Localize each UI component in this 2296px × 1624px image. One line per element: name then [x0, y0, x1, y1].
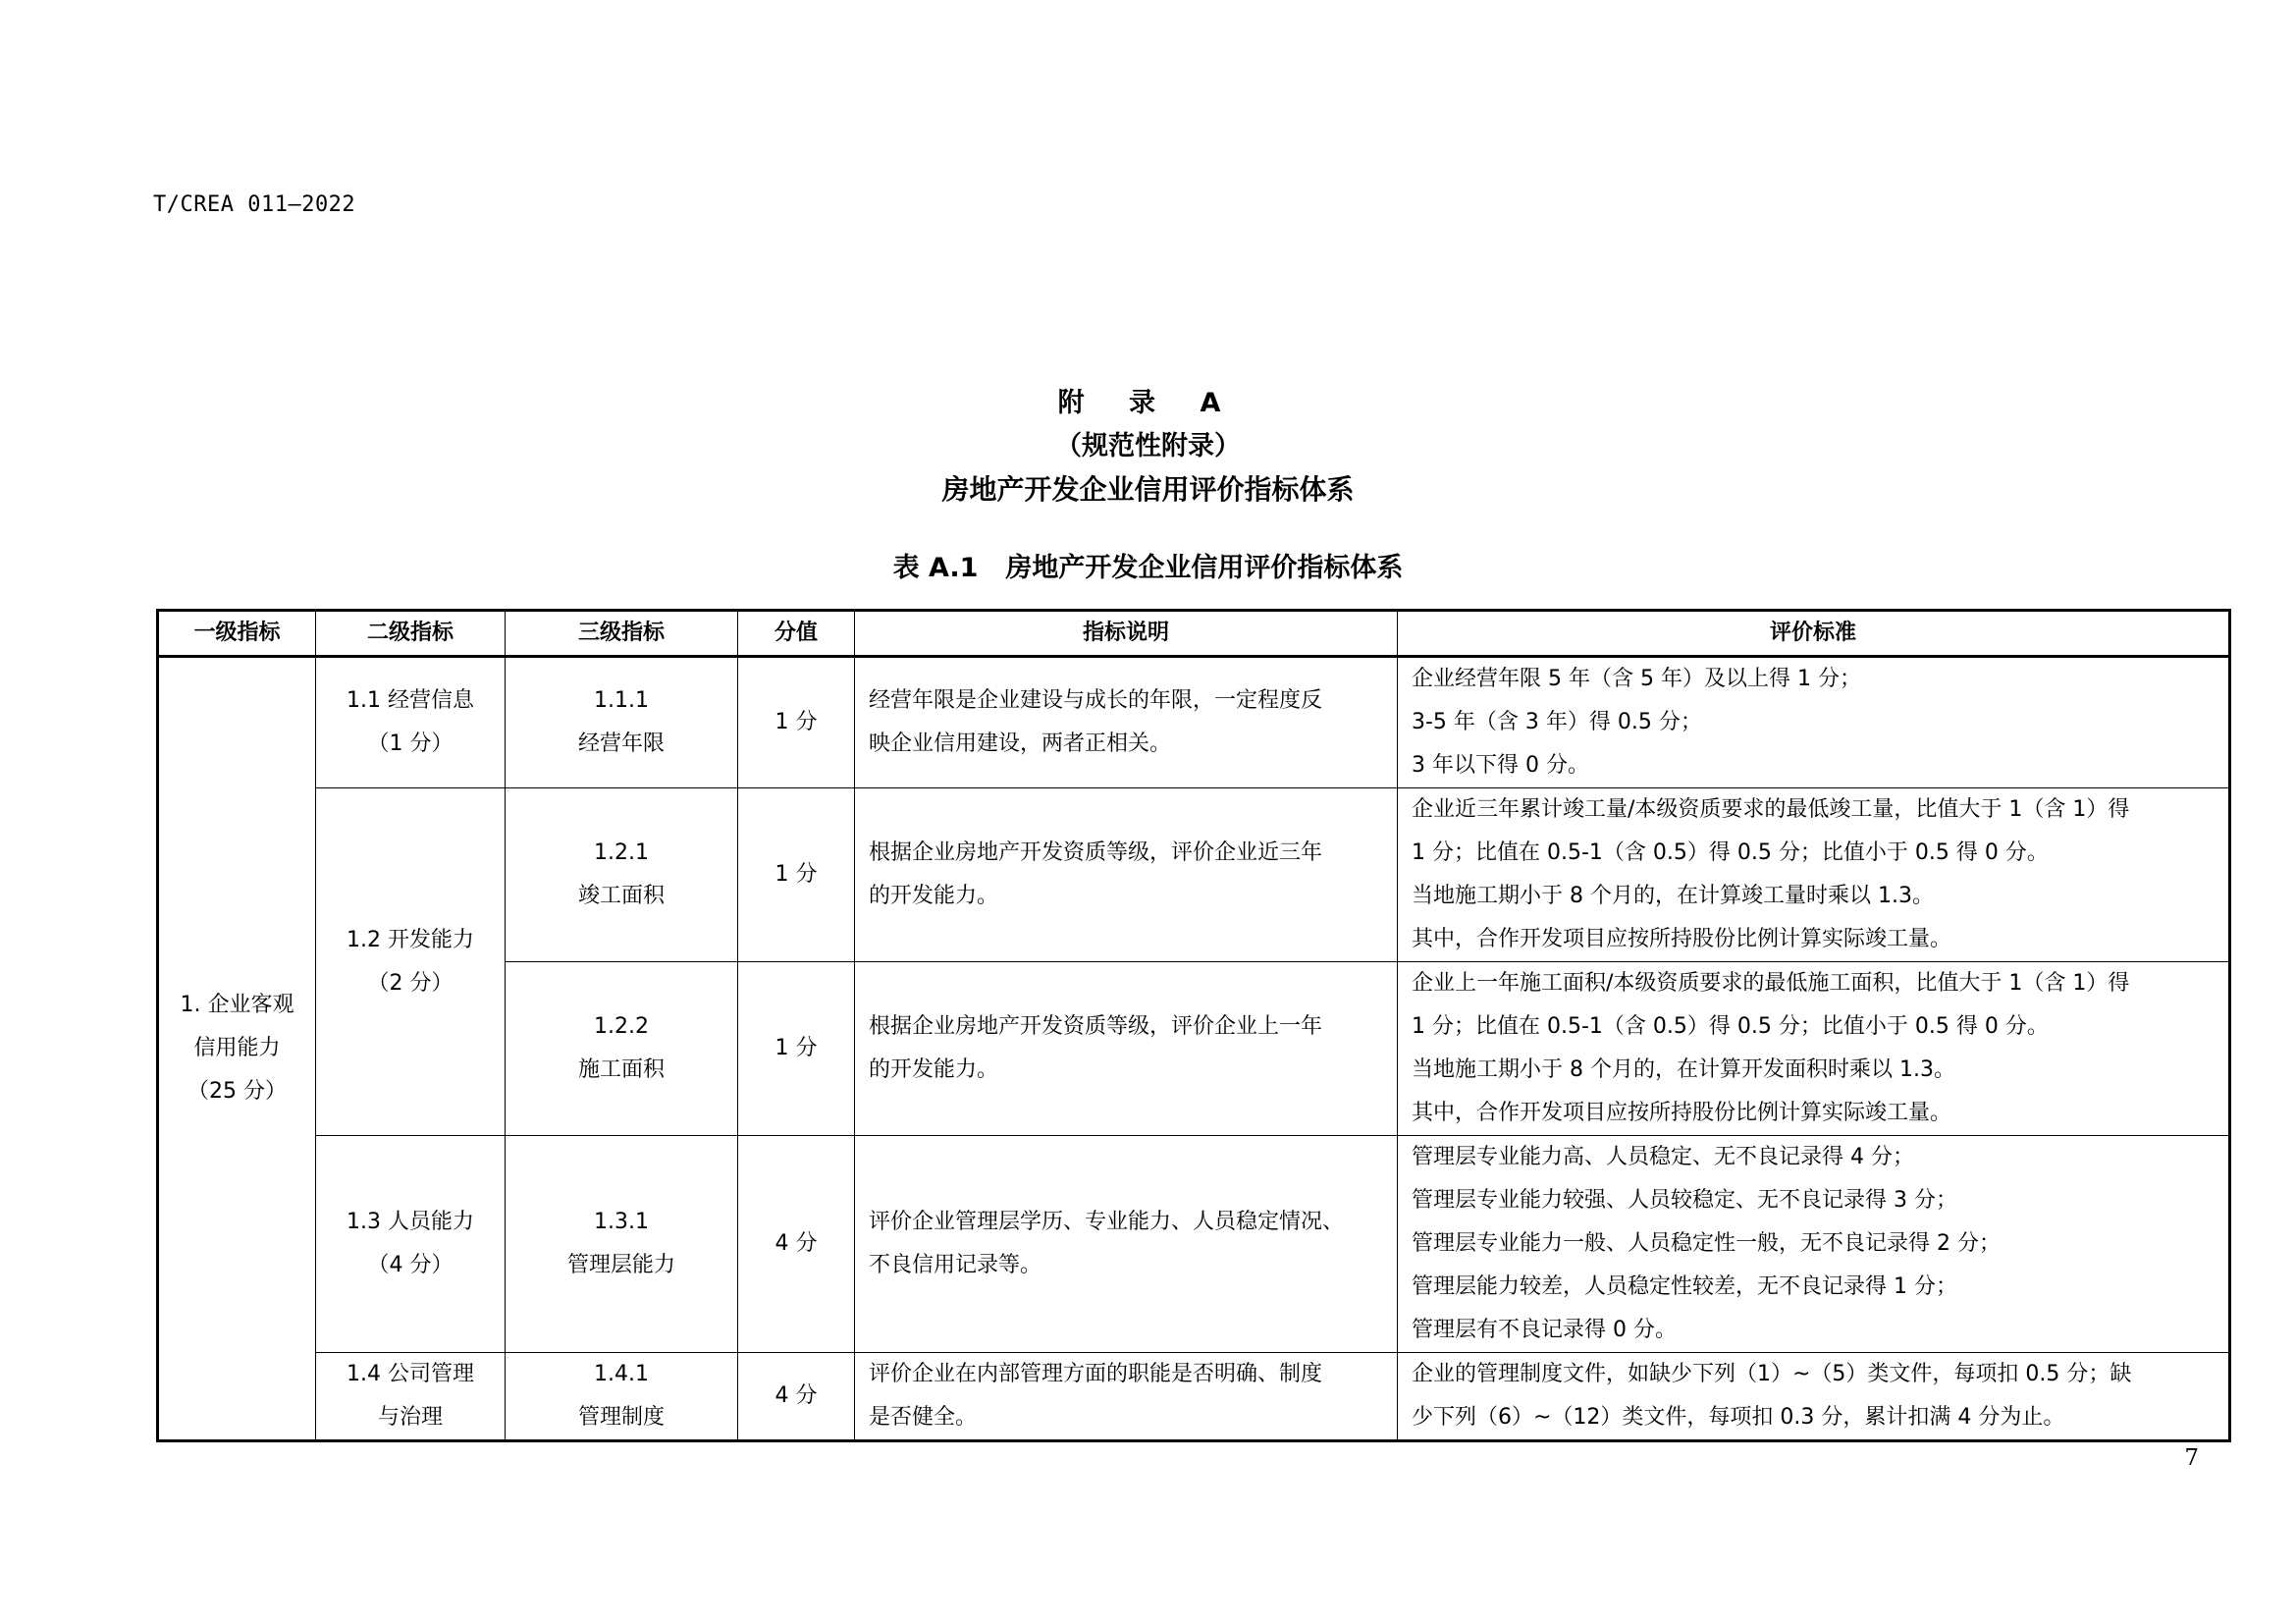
table-caption: [0, 546, 2296, 584]
level2-line: （4 分）: [367, 1253, 454, 1277]
criteria-line: 当地施工期小于 8 个月的，在计算开发面积时乘以 1.3。: [1412, 1057, 1955, 1082]
score-cell: 4 分: [738, 1136, 855, 1353]
level3-name: 经营年限: [577, 731, 665, 756]
level3-name: 施工面积: [577, 1057, 665, 1082]
criteria-line: 企业的管理制度文件，如缺少下列（1）~（5）类文件，每项扣 0.5 分；缺: [1412, 1362, 2132, 1386]
score-cell: 1 分: [738, 962, 855, 1136]
criteria-line: 1 分；比值在 0.5-1（含 0.5）得 0.5 分；比值小于 0.5 得 0 分。: [1412, 1014, 2049, 1039]
description-line: 根据企业房地产开发资质等级，评价企业上一年: [869, 1014, 1323, 1039]
appendix-title: 房地产开发企业信用评价指标体系: [941, 473, 1355, 506]
table-header-row: [158, 611, 2230, 657]
level1-cell: [158, 657, 316, 1441]
criteria-line: 1 分；比值在 0.5-1（含 0.5）得 0.5 分；比值小于 0.5 得 0 分。: [1412, 840, 2049, 865]
document-code: T/CREA 011—2022: [153, 192, 356, 217]
level3-code: 1.3.1: [594, 1210, 649, 1234]
level3-code: 1.1.1: [594, 688, 649, 713]
criteria-cell: [1398, 962, 2230, 1136]
criteria-cell: [1398, 788, 2230, 962]
criteria-line: 管理层专业能力高、人员稳定、无不良记录得 4 分；: [1412, 1145, 1914, 1169]
description-line: 的开发能力。: [869, 1057, 999, 1082]
criteria-line: 企业近三年累计竣工量/本级资质要求的最低竣工量，比值大于 1（含 1）得: [1412, 797, 2130, 822]
table-row: [158, 1353, 2230, 1441]
credit-index-table: [156, 609, 2231, 1442]
score-cell: 1 分: [738, 788, 855, 962]
level3-name: 管理制度: [577, 1405, 665, 1430]
description-line: 映企业信用建设，两者正相关。: [869, 731, 1172, 756]
criteria-line: 管理层专业能力较强、人员较稳定、无不良记录得 3 分；: [1412, 1188, 1957, 1213]
level2-line: 与治理: [377, 1405, 443, 1430]
level2-line: （2 分）: [367, 970, 454, 996]
level2-cell: [316, 788, 506, 1136]
level2-line: 1.1 经营信息: [347, 688, 474, 713]
header-level2: 二级指标: [316, 611, 506, 657]
criteria-cell: [1398, 1136, 2230, 1353]
criteria-line: 管理层有不良记录得 0 分。: [1412, 1318, 1677, 1342]
description-cell: [855, 1136, 1398, 1353]
description-cell: [855, 1353, 1398, 1441]
criteria-line: 管理层能力较差，人员稳定性较差，无不良记录得 1 分；: [1412, 1274, 1957, 1299]
criteria-line: 3-5 年（含 3 年）得 0.5 分；: [1412, 710, 1702, 734]
level1-line: 1. 企业客观: [180, 993, 294, 1017]
score-cell: 1 分: [738, 657, 855, 788]
description-line: 不良信用记录等。: [869, 1253, 1042, 1277]
header-level1: 一级指标: [158, 611, 316, 657]
header-description: 指标说明: [855, 611, 1398, 657]
level1-line: 信用能力: [193, 1036, 281, 1060]
criteria-line: 企业上一年施工面积/本级资质要求的最低施工面积，比值大于 1（含 1）得: [1412, 971, 2130, 996]
level3-cell: [506, 788, 738, 962]
level3-code: 1.4.1: [594, 1362, 649, 1386]
description-cell: [855, 962, 1398, 1136]
description-line: 评价企业管理层学历、专业能力、人员稳定情况、: [869, 1210, 1345, 1234]
criteria-line: 当地施工期小于 8 个月的，在计算竣工量时乘以 1.3。: [1412, 884, 1934, 908]
level3-name: 管理层能力: [566, 1253, 675, 1277]
level1-line: （25 分）: [187, 1079, 287, 1104]
criteria-cell: [1398, 1353, 2230, 1441]
level3-code: 1.2.2: [594, 1014, 649, 1039]
header-criteria: 评价标准: [1398, 611, 2230, 657]
page-number: 7: [2184, 1445, 2199, 1471]
level2-line: 1.3 人员能力: [347, 1210, 474, 1234]
level3-cell: [506, 962, 738, 1136]
level2-cell: [316, 1136, 506, 1353]
criteria-line: 少下列（6）~（12）类文件，每项扣 0.3 分，累计扣满 4 分为止。: [1412, 1405, 2065, 1430]
table-row: [158, 657, 2230, 788]
score-cell: 4 分: [738, 1353, 855, 1441]
criteria-cell: [1398, 657, 2230, 788]
criteria-line: 3 年以下得 0 分。: [1412, 753, 1589, 778]
appendix-label: 附 录 A: [1057, 388, 1239, 418]
level3-cell: [506, 1136, 738, 1353]
header-score: 分值: [738, 611, 855, 657]
level3-code: 1.2.1: [594, 840, 649, 865]
level3-cell: [506, 657, 738, 788]
level2-cell: [316, 1353, 506, 1441]
table-title: 房地产开发企业信用评价指标体系: [1005, 553, 1404, 583]
description-line: 是否健全。: [869, 1405, 978, 1430]
level3-cell: [506, 1353, 738, 1441]
criteria-line: 其中，合作开发项目应按所持股份比例计算实际竣工量。: [1412, 1101, 1952, 1125]
description-line: 经营年限是企业建设与成长的年限，一定程度反: [869, 688, 1323, 713]
table-number: 表 A.1: [892, 553, 979, 583]
level2-line: 1.2 开发能力: [347, 927, 474, 952]
table-row: [158, 1136, 2230, 1353]
appendix-type: （规范性附录）: [1055, 431, 1241, 461]
description-line: 根据企业房地产开发资质等级，评价企业近三年: [869, 840, 1323, 865]
description-cell: [855, 788, 1398, 962]
description-line: 评价企业在内部管理方面的职能是否明确、制度: [869, 1362, 1323, 1386]
level2-line: （1 分）: [367, 731, 454, 756]
description-cell: [855, 657, 1398, 788]
level2-line: 1.4 公司管理: [347, 1362, 474, 1386]
level2-cell: [316, 657, 506, 788]
criteria-line: 管理层专业能力一般、人员稳定性一般，无不良记录得 2 分；: [1412, 1231, 2001, 1256]
criteria-line: 其中，合作开发项目应按所持股份比例计算实际竣工量。: [1412, 927, 1952, 951]
table-row: [158, 788, 2230, 962]
criteria-line: 企业经营年限 5 年（含 5 年）及以上得 1 分；: [1412, 667, 1861, 691]
header-level3: 三级指标: [506, 611, 738, 657]
level3-name: 竣工面积: [577, 884, 665, 908]
description-line: 的开发能力。: [869, 884, 999, 908]
